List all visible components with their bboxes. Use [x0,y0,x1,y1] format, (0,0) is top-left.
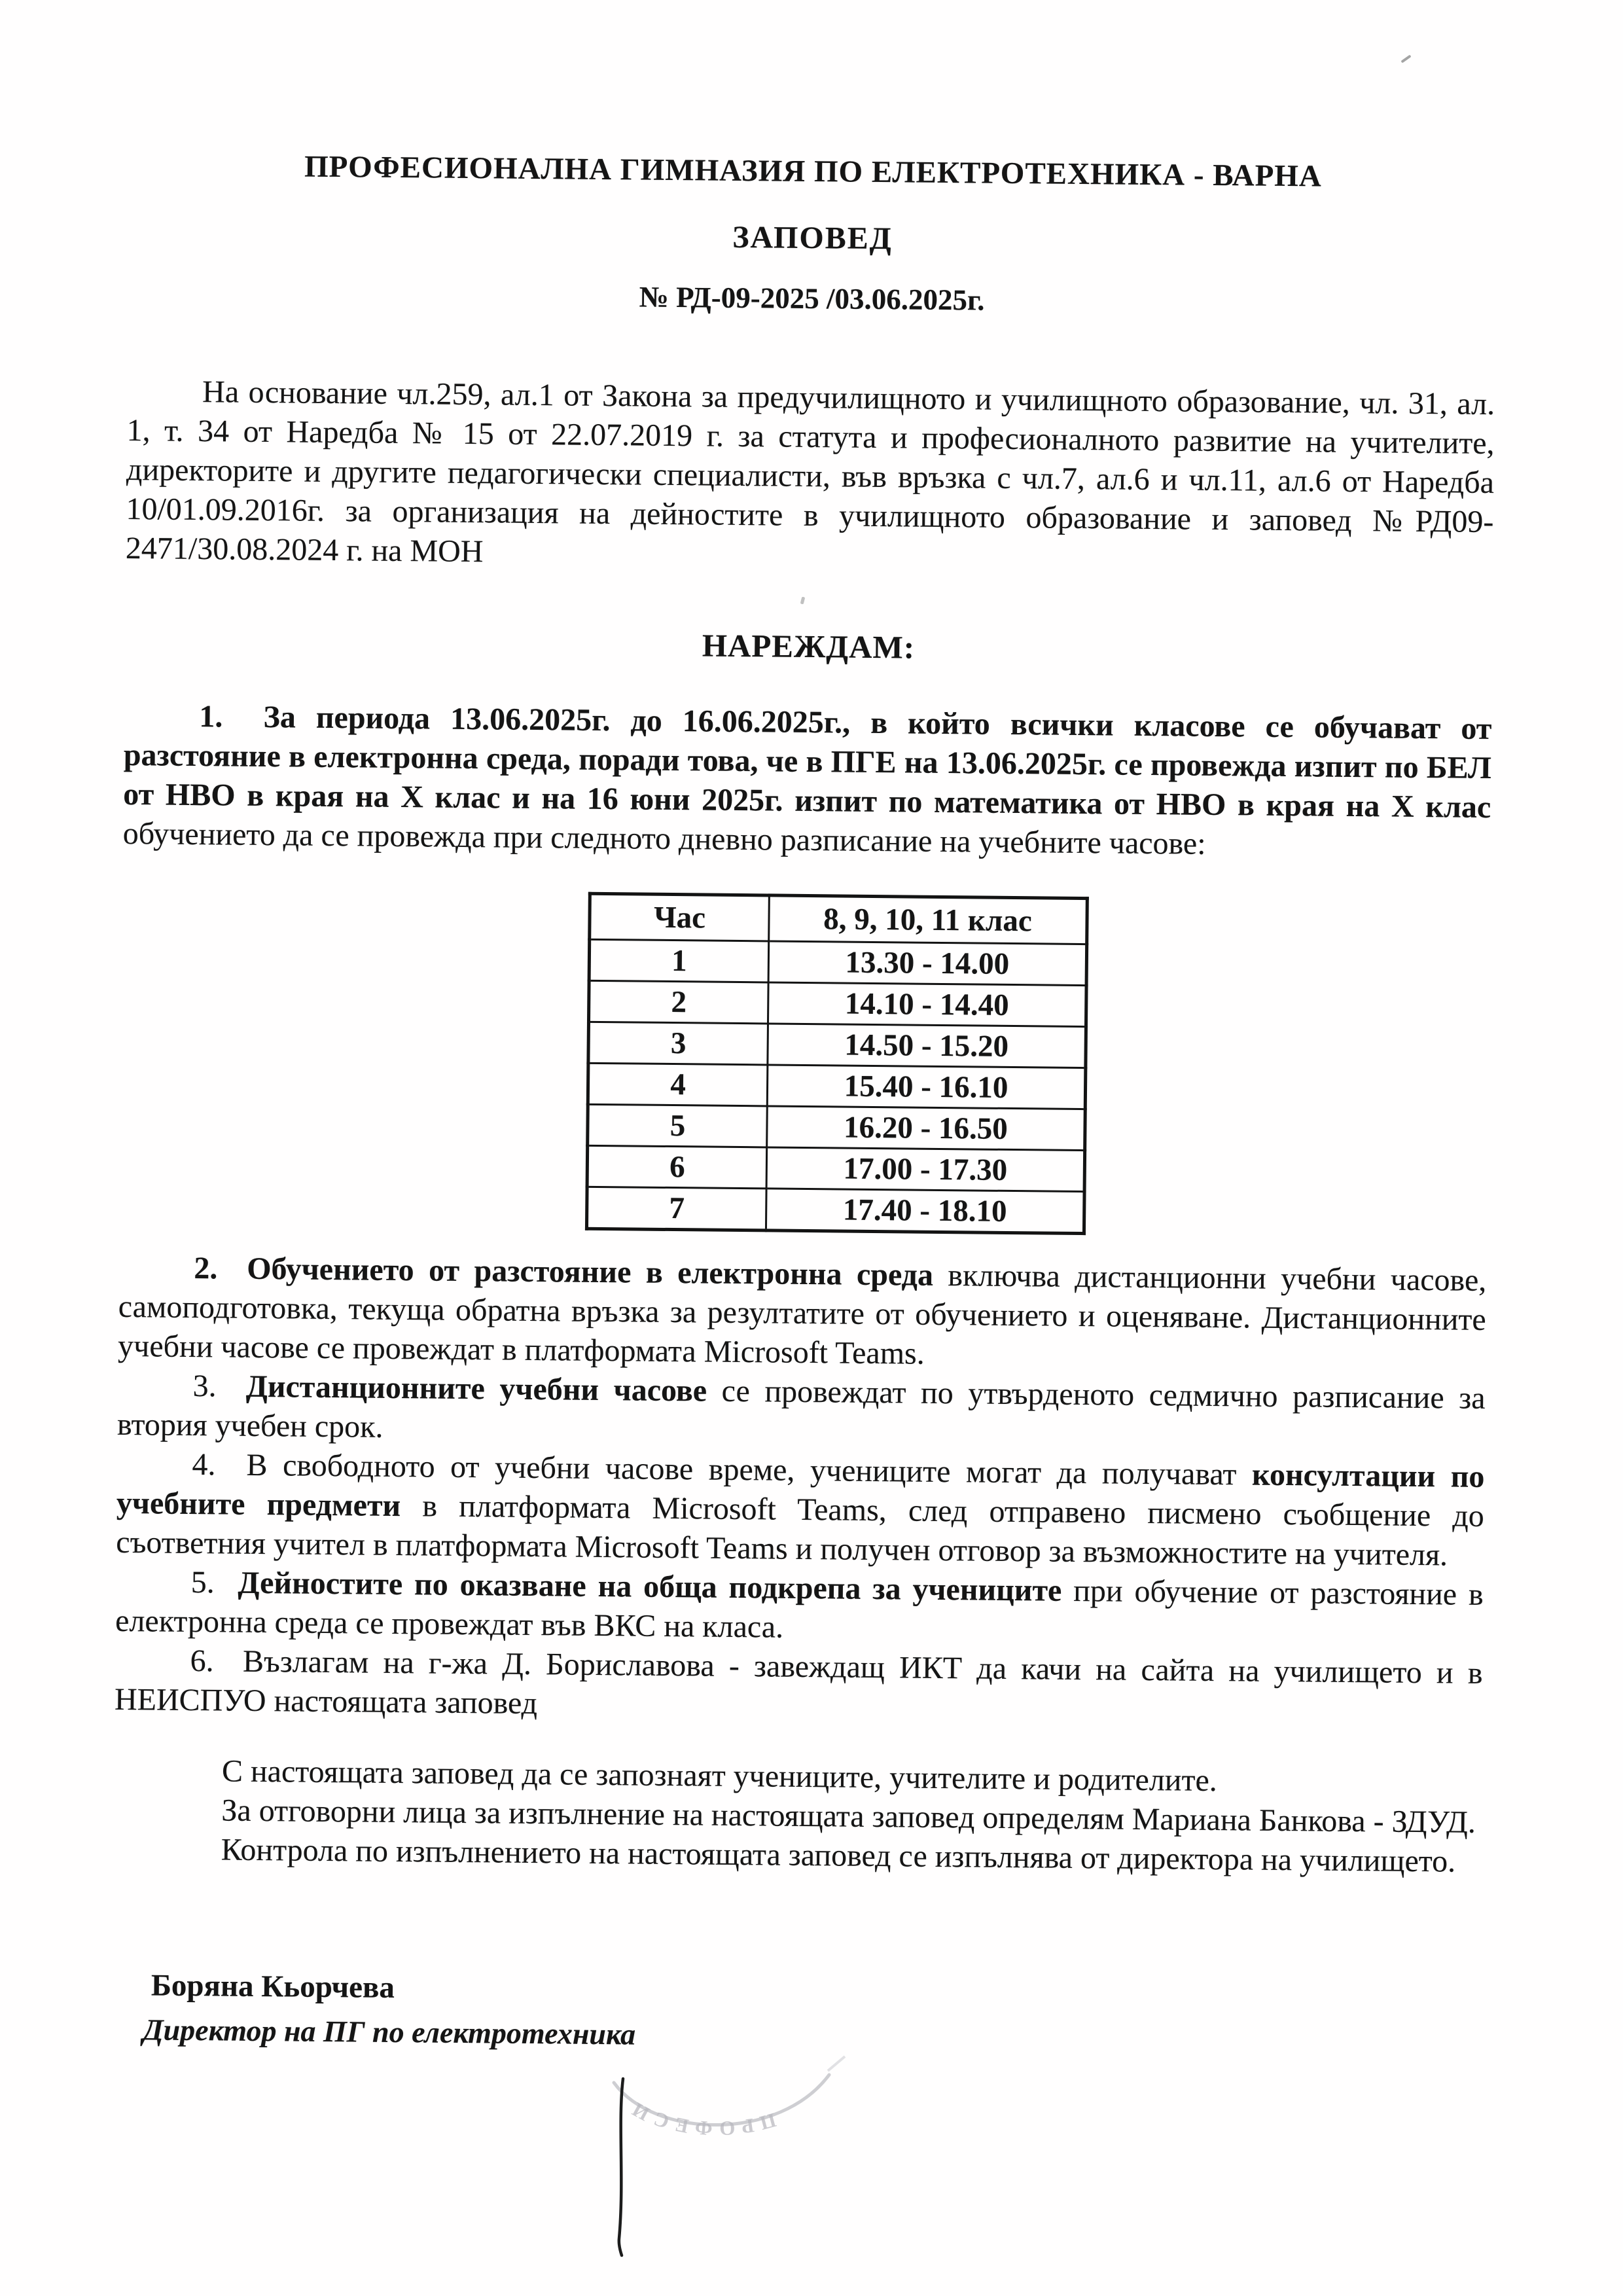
text-run: 6. Възлагам на г-жа Д. Бориславова - завеждащ ИКТ да качи на сайта на училището и в НЕИСПУО настоящата заповед [114,1643,1483,1721]
text-run: Дейностите по оказване на обща подкрепа за учениците [238,1565,1074,1608]
pen-stroke-line [619,2079,623,2255]
text-run: при обучение от разстояние в електронна среда се провеждат във ВКС на класа. [115,1573,1484,1645]
order-item-4 [116,1444,1485,1575]
signature-name: Боряна Кьорчева [151,1968,395,2005]
signature-title: Директор на ПГ по електротехника [142,2013,636,2051]
stamp-text: ПРОФЕСИ [623,2095,779,2141]
text-run: Дистанционните учебни часове [245,1369,722,1408]
table-cell: 2 [588,980,768,1024]
order-item-5 [115,1562,1484,1654]
schedule-table-body [586,939,1086,1233]
table-cell: 16.20 - 16.50 [767,1106,1086,1151]
text-run: 2. Обучението от разстояние в електронна среда [194,1251,948,1293]
document-number: № РД-09-2025 /03.06.2025г. [639,280,985,317]
text-run: 3. [192,1369,247,1404]
table-cell: 3 [588,1022,768,1065]
table-cell: 15.40 - 16.10 [767,1065,1086,1109]
table-cell: 14.50 - 15.20 [768,1024,1086,1068]
document-content [111,0,1499,2062]
order-items [115,696,1492,1732]
table-row [588,980,1086,1026]
legal-basis-paragraph: На основание чл.259, ал.1 от Закона за предучилищното и училищното образование, чл. 31, ал. 1, т. 34 от Наредба № 15 от 22.07.2019 г. за статута и професионалното развитие на учителите, директорите и другите педагогически специалисти, във връзка с чл.7, ал.6 и чл.11, ал.6 от Наредба 10/01.09.2016г. за организация на дейностите в училищното образование и заповед №РД09-2471/30.08.2024 г. на МОН [125,374,1495,569]
table-cell: 17.40 - 18.10 [766,1189,1084,1234]
table-row [588,1022,1086,1067]
order-item-1 [122,696,1491,867]
table-cell: 1 [589,939,769,982]
order-item-6 [115,1641,1483,1732]
text-run: 5. [190,1565,238,1600]
order-item-2 [118,1248,1487,1379]
table-header-row [590,893,1088,944]
table-cell: 14.10 - 14.40 [768,982,1086,1027]
school-name: ПРОФЕСИОНАЛНА ГИМНАЗИЯ ПО ЕЛЕКТРОТЕХНИКА - ВАРНА [304,149,1323,194]
text-run: се провеждат по утвърденото седмично разписание за втория учебен срок. [116,1373,1486,1444]
pen-stroke [609,2076,635,2259]
order-item-3 [117,1366,1486,1458]
table-row [586,1187,1084,1233]
table-header-hour: Час [590,893,770,941]
order-heading: НАРЕЖДАМ: [702,627,916,666]
table-cell: 4 [588,1063,768,1106]
table-row [588,1063,1086,1109]
text-run: включва дистанционни учебни часове, самоподготовка, текуща обратна връзка за резултатите от обучението и оценяване. Дистанционните учебни часове се провеждат в платформата Microsoft Teams. [117,1258,1487,1371]
closing-responsible-paragraph: За отговорни лица за изпълнение на настоящата заповед определям Мариана Банкова - ЗДУД. [221,1793,1476,1840]
table-row [588,1104,1086,1150]
text-run: 4. В свободното от учебни часове време, учениците могат да получават [192,1447,1253,1492]
schedule-table [585,892,1089,1235]
table-row [589,939,1087,985]
table-cell: 7 [586,1187,766,1230]
closing-notify-paragraph: С настоящата заповед да се запознаят учениците, учителите и родителите. [221,1753,1218,1799]
text-run: в платформата Microsoft Teams, след отправено писмено съобщение до съответния учител в платформата Microsoft Teams и получен отговор за възможностите на учителя. [116,1488,1485,1573]
closing-control-paragraph: Контрола по изпълнението на настоящата заповед се изпълнява от директора на училището. [221,1832,1456,1879]
text-run: 1. За периода 13.06.2025г. до 16.06.2025г., в който всички класове се обучават от разстояние в електронна среда, поради това, че в ПГЕ на 13.06.2025г. се провежда изпит по БЕЛ от НВО в края на X клас и на 16 юни 2025г. изпит по математика от НВО в края на X клас [123,699,1492,825]
table-cell: 6 [587,1145,767,1189]
table-cell: 5 [588,1104,768,1147]
text-run: обучението да се провежда при следното дневно разписание на учебните часове: [122,816,1206,861]
table-cell: 17.00 - 17.30 [766,1147,1085,1192]
text-run: консултации по учебните предмети [116,1457,1485,1524]
table-row [587,1145,1085,1191]
closing-paragraphs [113,1751,1482,1882]
document-type-title: ЗАПОВЕД [732,219,893,257]
table-cell: 13.30 - 14.00 [768,941,1087,986]
table-header-classes: 8, 9, 10, 11 клас [769,895,1088,944]
stamp-arc-fragment [828,2056,845,2071]
